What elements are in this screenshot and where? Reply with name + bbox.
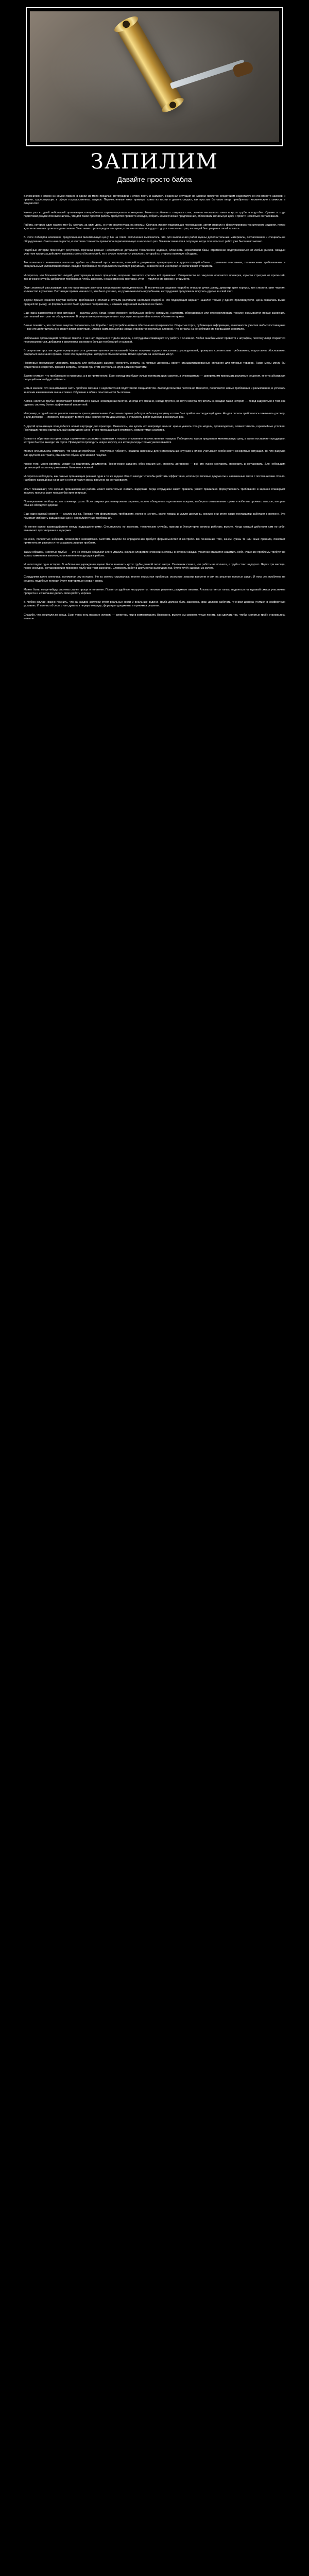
article-paragraph: Кроме того, много времени уходит на подготовку документов. Технические задания, обоснования цен, проекты договоров — всё это нужно составить, проверить и согласовать. Для небольших организаций такая нагрузка может быть непосильной. bbox=[24, 462, 285, 469]
article-text-block bbox=[24, 195, 285, 2576]
poster-image-frame bbox=[26, 7, 283, 146]
article-paragraph: Интересно, что большинство людей, участвующих в таких процессах, искренне пытаются сделать всё правильно. Специалисты по закупкам опасаются проверок, юристы страхуют от претензий, технические службы добавляют требования, чтобы избежать некачественной поставки. Итог — увеличение сроков и стоимости. bbox=[24, 274, 285, 281]
pipe-sawing-photo bbox=[30, 11, 279, 142]
article-paragraph: Важно понимать, что система закупок создавалась для борьбы с злоупотреблениями и обеспечения прозрачности. Открытые торги, публикация информации, возможность участия любых поставщиков — всё это действительно снижает риски коррупции. Однако сама процедура иногда становится настолько сложной, что затраты на её соблюдение превышают экономию. bbox=[24, 324, 285, 331]
article-paragraph: Еще одна распространенная ситуация — закупка услуг. Когда нужно провести небольшую работу, например, настроить оборудование или отремонтировать технику, оказывается проще заключить длительный контракт на обслуживание. В результате организация платит за услуги, которые ей в полном объеме не нужны. bbox=[24, 311, 285, 319]
article-paragraph: Некоторые предлагают упростить правила для небольших закупок, увеличить лимиты на прямые договоры, ввести стандартизированные описания для типовых товаров. Такие меры могли бы существенно сократить время и затраты, оставив при этом контроль за крупными контрактами. bbox=[24, 362, 285, 369]
article-paragraph: Еще один важный момент — анализ рынка. Прежде чем формировать требования, полезно изучить, какие товары и услуги доступны, сколько они стоят, какие поставщики работают в регионе. Это помогает избежать завышенных цен и нереалистичных требований. bbox=[24, 513, 285, 520]
article-paragraph: Вспомнился в одном из комментариев в одной из моих прошлых фотографий к этому посту и замысел. Подобная ситуация во многом является следствием недостаточной понятности законов и правил, существующих в сфере государственных закупок. Перечисленные ниже примеры взяты из жизни и демонстрируют, как простые бытовые вещи приобретают космическую стоимость в документах. bbox=[24, 195, 285, 206]
article-paragraph: Один знакомый рассказывал, как его организация закупала канцелярские принадлежности. В техническом задании подробно описали ручки: длину, диаметр, цвет корпуса, тип стержня, цвет чернил, количество в упаковке. Поставщик привез именно то, что было указано, но ручки оказались неудобными, и сотрудники продолжали покупать другие за свой счет. bbox=[24, 286, 285, 294]
saw-blade-icon bbox=[170, 59, 245, 89]
article-paragraph: Опыт показывает, что хорошо организованная работа может значительно снизить издержки. Когда сотрудники знают правила, умеют правильно формулировать требования и заранее планируют закупки, процесс идет гораздо быстрее и проще. bbox=[24, 487, 285, 495]
article-paragraph: В результате простые задачи превращаются в длинные цепочки согласований. Нужно получить подписи нескольких руководителей, проверить соответствие требованиям, подготовить обоснования, дождаться окончания сроков. И всё это ради покупки, которую в обычной жизни можно сделать за несколько минут. bbox=[24, 349, 285, 357]
article-paragraph: Другие считают, что проблема не в правилах, а в их применении. Если сотрудники будут лучше понимать цели закупок, а руководители — доверять им принимать разумные решения, многих абсурдных ситуаций можно будет избежать. bbox=[24, 374, 285, 382]
article-paragraph: Бывают и обратные истории, когда стремление сэкономить приводит к покупке откровенно некачественных товаров. Победитель торгов предлагает минимальную цену, а затем поставляет продукцию, которая быстро выходит из строя. Приходится проводить новую закупку, и в итоге расходы только увеличиваются. bbox=[24, 437, 285, 445]
article-paragraph: И напоследок одна история. В небольшом учреждении нужно было заменить кусок трубы длиной около метра. Сантехник сказал, что работы на полчаса, а труба стоит недорого. Через три месяца, после конкурса, согласований и проверок, трубу всё-таки заменили. Стоимость работ в документах выглядела так, будто трубу сделали из золота. bbox=[24, 563, 285, 570]
article-paragraph: Не менее важно взаимодействие между подразделениями. Специалисты по закупкам, технические службы, юристы и бухгалтерия должны работать вместе. Когда каждый действует сам по себе, возникают противоречия и задержки. bbox=[24, 525, 285, 532]
article-paragraph: Другой пример касался покупки мебели. Требования к столам и стульям расписали настолько подробно, что подходящий вариант нашелся только у одного производителя. Цена оказалась выше средней по рынку, но формально всё было сделано по правилам, и никаких нарушений выявлено не было. bbox=[24, 299, 285, 306]
article-paragraph: Работа, которую один мастер мог бы сделать за один день, в итоге растянулась на месяцы. Сначала искали подходящих поставщиков, затем спорили о формулировках технического задания, потом ждали окончания сроков подачи заявок. Участники торгов предлагали цены, которые отличались друг от друга в несколько раз, и каждый был уверен в своей правоте. bbox=[24, 224, 285, 231]
article-paragraph: Сотрудники долго смеялись, вспоминая эту историю. Но за смехом скрывалась вполне серьезная проблема: огромные затраты времени и сил на решение простых задач. И пока эта проблема не решена, подобные истории будут повторяться снова и снова. bbox=[24, 575, 285, 583]
article-paragraph: А пока «золотые трубы» продолжают появляться в самых неожиданных местах. Иногда это смешно, иногда грустно, но почти всегда поучительно. Каждая такая история — повод задуматься о том, как сделать систему более эффективной и понятной. bbox=[24, 399, 285, 406]
article-paragraph: Спасибо, что дочитали до конца. Если у вас есть похожие истории — делитесь ими в комментариях. Возможно, вместе мы сможем лучше понять, как сделать так, чтобы «золотых труб» становилось меньше. bbox=[24, 613, 285, 620]
article-paragraph: Таким образом, «золотые трубы» — это не столько результат злого умысла, сколько следствие сложной системы, в которой каждый участник старается защитить себя. Решение проблемы требует не только изменения законов, но и изменения подходов к работе. bbox=[24, 550, 285, 557]
article-paragraph: Небольшим организациям особенно тяжело. У них нет отдельного отдела закупок, а сотрудники совмещают эту работу с основной. Любая ошибка может привести к штрафам, поэтому люди стараются перестраховаться, добавляя в документы как можно больше требований и условий. bbox=[24, 336, 285, 344]
poster-headline: ЗАПИЛИМ bbox=[90, 150, 219, 174]
article-paragraph: Может быть, когда-нибудь система станет проще и понятнее. Появятся удобные инструменты, типовые решения, разумные лимиты. А пока остается только надеяться на здравый смысл участников процесса и их желание делать свою работу хорошо. bbox=[24, 588, 285, 595]
article-paragraph: Так появляется знаменитая «золотая труба» — обычный кусок металла, который в документах превращается в дорогостоящий объект с длинным описанием, техническими требованиями и специальными условиями поставки. Каждое требование по отдельности выглядит разумным, но вместе они многократно увеличивают стоимость. bbox=[24, 261, 285, 268]
article-paragraph: Подобные истории происходят регулярно. Причины разные: недостаточно детальное техническое задание, сложность нормативной базы, стремление подстраховаться от любых рисков. Каждый участник процесса действует в рамках своих обязанностей, но в сумме получается результат, который со стороны выглядит абсурдно. bbox=[24, 248, 285, 256]
article-paragraph: Конечно, полностью избежать сложностей невозможно. Система закупок по определению требует формальностей и контроля. Но понимание того, зачем нужны те или иные правила, помогает применять их разумно и не создавать лишних проблем. bbox=[24, 538, 285, 545]
article-paragraph: Планирование вообще играет ключевую роль. Если закупки распланированы заранее, можно объединять однотипные покупки, выбирать оптимальные сроки и избегать срочных заказов, которые обычно обходятся дороже. bbox=[24, 500, 285, 507]
golden-pipe-icon bbox=[115, 16, 183, 113]
article-paragraph: Многие специалисты отмечают, что главная проблема — отсутствие гибкости. Правила написаны для универсальных случаев и плохо учитывают особенности конкретных ситуаций. То, что разумно для крупного контракта, становится обузой для мелкой покупки. bbox=[24, 450, 285, 457]
poster-subheadline: Давайте просто бабла bbox=[117, 175, 192, 183]
article-paragraph: Есть и мнение, что значительная часть проблем связана с недостаточной подготовкой специалистов. Законодательство постоянно меняется, появляются новые требования и разъяснения, и успевать за всеми изменениями очень сложно. Обучение и обмен опытом могли бы помочь. bbox=[24, 387, 285, 394]
article-paragraph: В другой организации понадобился новый картридж для принтера. Оказалось, что купить его напрямую нельзя: нужно указать точную модель, производителя, совместимость, гарантийные условия. Поставщик привез оригинальный картридж по цене, втрое превышающей стоимость совместимых аналогов. bbox=[24, 425, 285, 432]
article-paragraph: Как-то раз в одной небольшой организации понадобилось отремонтировать помещение. Ничего особенного: покраска стен, замена нескольких ламп и кусок трубы в подсобке. Однако в ходе подготовки документов выяснилось, что для такой простой работы требуется провести конкурс, собрать коммерческие предложения, обосновать начальную цену и пройти несколько согласований. bbox=[24, 211, 285, 218]
article-paragraph: Интересно наблюдать, как разные организации решают одни и те же задачи. Кто-то находит способы работать эффективно, используя типовые документы и налаженные связи с поставщиками. Кто-то, наоборот, каждый раз начинает с нуля и тратит массу времени на согласования. bbox=[24, 475, 285, 482]
article-paragraph: В любом случае, важно помнить, что за каждой закупкой стоят реальные люди и реальные задачи. Труба должна быть заменена, кран должен работать, ученики должны учиться в комфортных условиях. И именно об этом стоит думать в первую очередь, формируя документы и принимая решения. bbox=[24, 601, 285, 608]
article-paragraph: В итоге победила компания, предложившая минимальную цену. Но на этапе исполнения выяснилось, что для выполнения работ нужны дополнительные материалы, согласования и специальное оборудование. Смета начала расти, и итоговая стоимость превысила первоначальную в несколько раз. Заказчик оказался в ситуации, когда отказаться от работ уже было невозможно. bbox=[24, 236, 285, 243]
article-paragraph: Например, в одной школе решили заменить кран в умывальнике. Сантехник оценил работу в небольшую сумму и готов был прийти на следующий день. Но для оплаты требовалось заключить договор, а для договора — провести процедуру. В итоге кран меняли почти два месяца, а стоимость работ выросла в несколько раз. bbox=[24, 412, 285, 419]
